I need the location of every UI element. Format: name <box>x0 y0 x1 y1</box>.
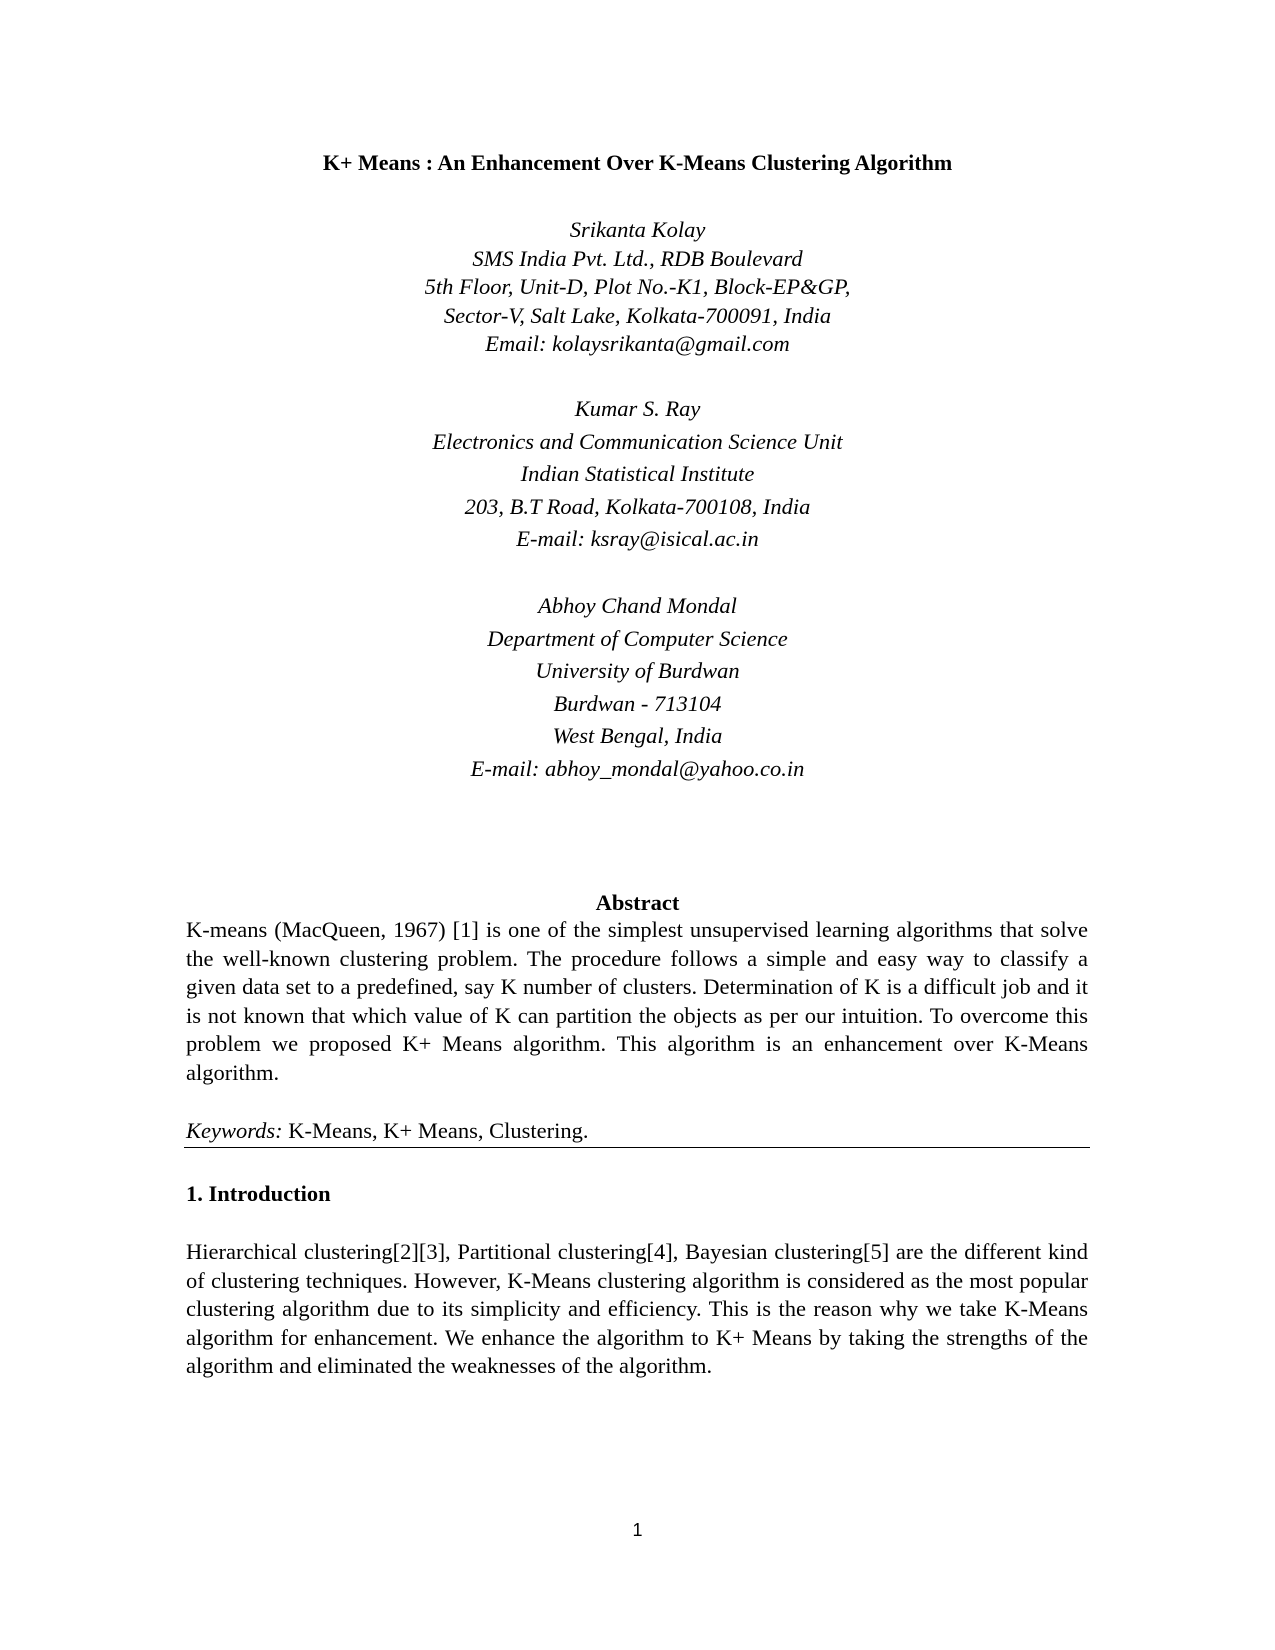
author-email: Email: kolaysrikanta@gmail.com <box>485 331 790 356</box>
author-email: E-mail: abhoy_mondal@yahoo.co.in <box>470 755 805 781</box>
author-affiliation: SMS India Pvt. Ltd., RDB Boulevard <box>472 245 803 271</box>
author-name: Kumar S. Ray <box>574 396 701 421</box>
author-address: Burdwan - 713104 <box>553 690 722 716</box>
keywords-text: K-Means, K+ Means, Clustering. <box>282 1118 589 1143</box>
keywords-label: Keywords: <box>186 1118 283 1143</box>
horizontal-rule <box>184 1147 1090 1148</box>
author-affiliation: University of Burdwan <box>535 658 740 683</box>
introduction-text: Hierarchical clustering[2][3], Partitional clustering[4], Bayesian clustering[5] are the different kind of clustering techniques. However, K-Means clustering algorithm is considered as the most popular clustering algorithm due to its simplicity and efficiency. This is the reason why we take K-Means algorithm for enhancement. We enhance the algorithm to K+ Means by taking the strengths of the algorithm and eliminated the weaknesses of the algorithm. <box>186 1239 1088 1378</box>
abstract-heading: Abstract <box>595 890 680 915</box>
author-address: 203, B.T Road, Kolkata-700108, India <box>464 493 811 519</box>
page-number: 1 <box>632 1520 643 1540</box>
section-heading-introduction: 1. Introduction <box>186 1181 331 1206</box>
author-block-1 <box>0 216 1275 359</box>
author-name: Abhoy Chand Mondal <box>538 593 737 618</box>
author-email: E-mail: ksray@isical.ac.in <box>516 526 759 551</box>
author-address: Sector-V, Salt Lake, Kolkata-700091, India <box>443 302 832 328</box>
paper-title: K+ Means : An Enhancement Over K-Means Clustering Algorithm <box>322 150 953 175</box>
author-affiliation: Electronics and Communication Science Unit <box>432 428 843 454</box>
author-block-2 <box>0 393 1275 556</box>
author-affiliation: Department of Computer Science <box>487 625 788 651</box>
author-block-3 <box>0 590 1275 785</box>
author-address: West Bengal, India <box>552 723 723 748</box>
author-name: Srikanta Kolay <box>569 217 706 242</box>
author-affiliation: Indian Statistical Institute <box>520 461 755 486</box>
author-address: 5th Floor, Unit-D, Plot No.-K1, Block-EP&GP, <box>424 274 851 299</box>
keywords-line <box>186 1117 1088 1145</box>
abstract-text: K-means (MacQueen, 1967) [1] is one of the simplest unsupervised learning algorithms that solve the well-known clustering problem. The procedure follows a simple and easy way to classify a given data set to a predefined, say K number of clusters. Determination of K is a difficult job and it is not known that which value of K can partition the objects as per our intuition. To overcome this problem we proposed K+ Means algorithm. This algorithm is an enhancement over K-Means algorithm. <box>186 917 1088 1085</box>
